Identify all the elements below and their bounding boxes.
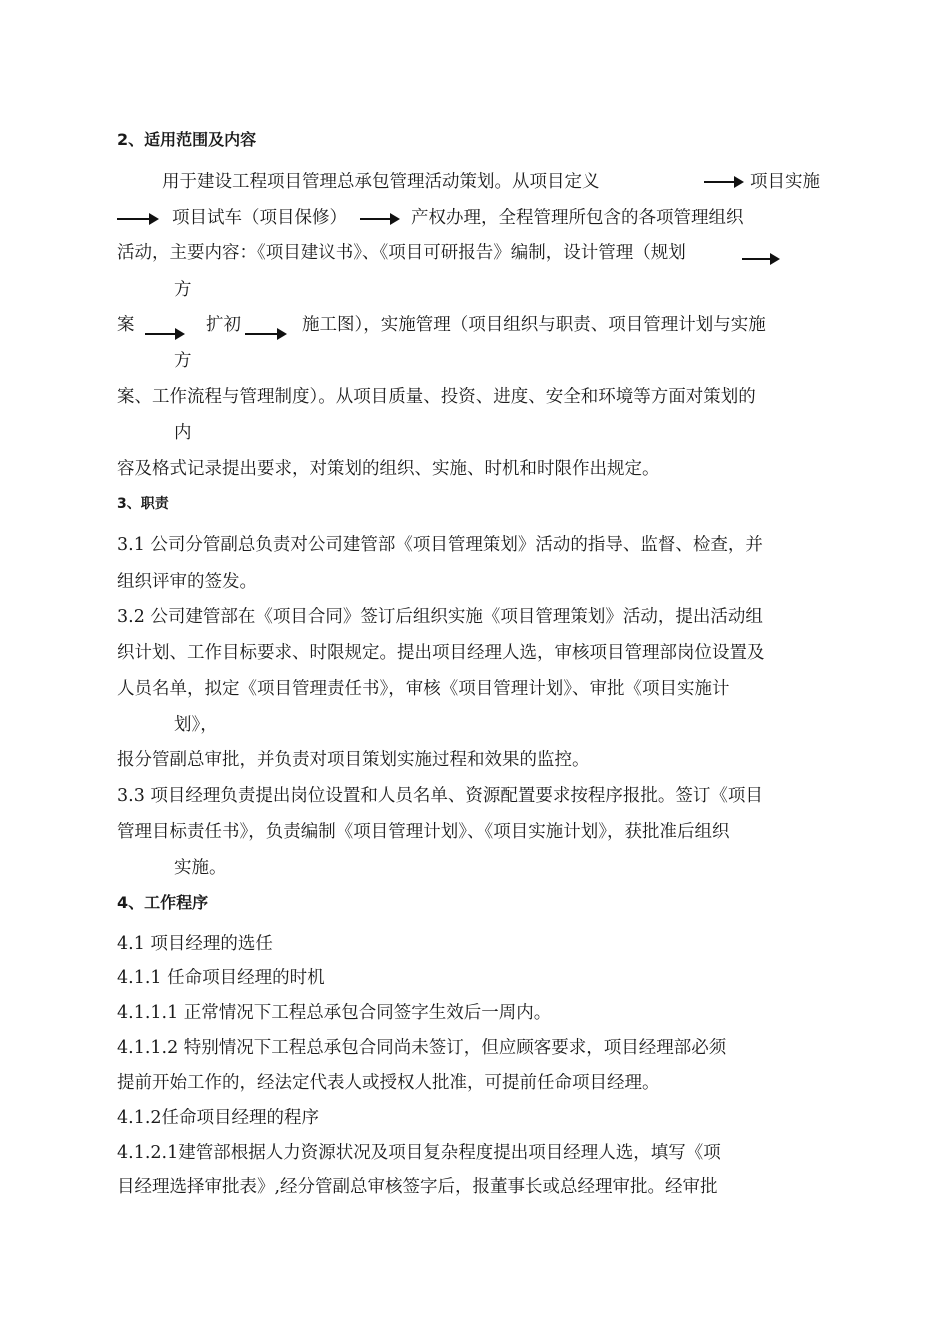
section-3-heading: 3、职责 (117, 496, 169, 512)
section-2-line-3-wrap: 方 (174, 280, 192, 300)
para-3-1-line-1: 3.1 公司分管副总负责对公司建管部《项目管理策划》活动的指导、监督、检查，并 (117, 535, 763, 555)
section-2-line-2b: 产权办理，全程管理所包含的各项管理组织 (411, 208, 744, 228)
flow-arrow-icon (742, 258, 778, 260)
section-4-heading: 4、工作程序 (117, 893, 209, 912)
para-3-3-line-2: 管理目标责任书》，负责编制《项目管理计划》、《项目实施计划》，获批准后组织 (117, 822, 730, 842)
item-4-1-2-1-line-1: 4.1.2.1建管部根据人力资源状况及项目复杂程度提出项目经理人选，填写《项 (117, 1143, 721, 1163)
section-2-line-2a: 项目试车（项目保修） (172, 208, 347, 228)
flow-arrow-icon (117, 218, 157, 220)
item-4-1-1-2-line-1: 4.1.1.2 特别情况下工程总承包合同尚未签订，但应顾客要求，项目经理部必须 (117, 1038, 727, 1058)
para-3-2-line-2: 织计划、工作目标要求、时限规定。提出项目经理人选，审核项目管理部岗位设置及 (117, 643, 765, 663)
para-3-3-line-2-wrap: 实施。 (174, 858, 227, 878)
section-2-line-1b: 项目实施 (750, 172, 820, 192)
section-2-heading: 2、适用范围及内容 (117, 130, 257, 149)
para-3-2-line-3-wrap: 划》， (174, 715, 218, 735)
para-3-2-line-3: 人员名单，拟定《项目管理责任书》，审核《项目管理计划》、审批《项目实施计 (117, 679, 730, 699)
section-2-line-5: 案、工作流程与管理制度）。从项目质量、投资、进度、安全和环境等方面对策划的 (117, 387, 756, 407)
para-3-3-line-1: 3.3 项目经理负责提出岗位设置和人员名单、资源配置要求按程序报批。签订《项目 (117, 786, 763, 806)
section-2-line-6: 容及格式记录提出要求，对策划的组织、实施、时机和时限作出规定。 (117, 459, 660, 479)
item-4-1-2-1-line-2: 目经理选择审批表》,经分管副总审核签字后，报董事长或总经理审批。经审批 (117, 1177, 718, 1197)
section-2-line-4a: 案 (117, 315, 135, 335)
flow-arrow-icon (145, 333, 183, 335)
item-4-1-1: 4.1.1 任命项目经理的时机 (117, 968, 325, 988)
flow-arrow-icon (245, 333, 285, 335)
section-2-line-4b: 扩初 (206, 315, 241, 335)
item-4-1-1-1: 4.1.1.1 正常情况下工程总承包合同签字生效后一周内。 (117, 1003, 552, 1023)
item-4-1: 4.1 项目经理的选任 (117, 934, 273, 954)
section-2-line-1a: 用于建设工程项目管理总承包管理活动策划。从项目定义 (162, 172, 600, 192)
section-2-line-5-wrap: 内 (174, 423, 192, 443)
para-3-1-line-2: 组织评审的签发。 (117, 572, 257, 592)
section-2-line-4-wrap: 方 (174, 351, 192, 371)
section-2-line-4c: 施工图），实施管理（项目组织与职责、项目管理计划与实施 (302, 315, 766, 335)
item-4-1-1-2-line-2: 提前开始工作的，经法定代表人或授权人批准，可提前任命项目经理。 (117, 1073, 660, 1093)
section-2-line-3: 活动，主要内容：《项目建议书》、《项目可研报告》编制，设计管理（规划 (117, 243, 686, 263)
para-3-2-line-4: 报分管副总审批，并负责对项目策划实施过程和效果的监控。 (117, 750, 590, 770)
item-4-1-2: 4.1.2任命项目经理的程序 (117, 1108, 320, 1128)
para-3-2-line-1: 3.2 公司建管部在《项目合同》签订后组织实施《项目管理策划》活动，提出活动组 (117, 607, 763, 627)
flow-arrow-icon (360, 218, 398, 220)
flow-arrow-icon (704, 181, 742, 183)
